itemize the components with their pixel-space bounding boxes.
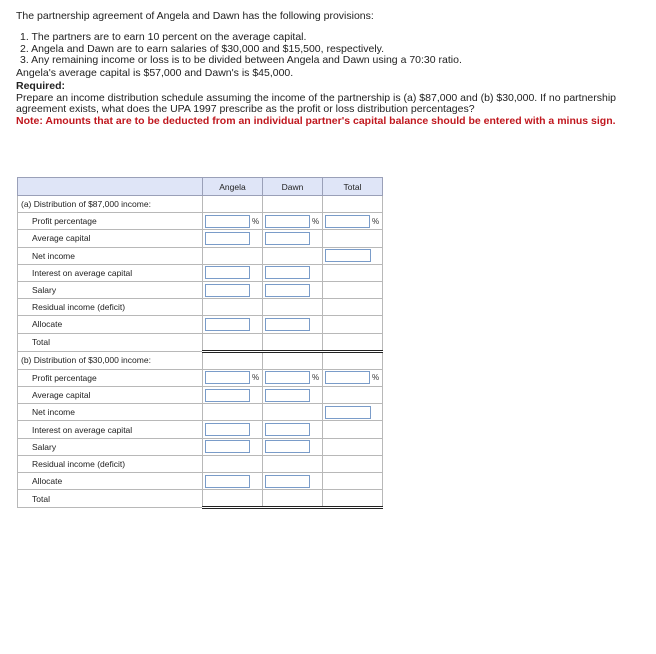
b-profit-percentage-row bbox=[18, 369, 383, 386]
b-total-net-income-input[interactable] bbox=[325, 406, 371, 419]
income-distribution-schedule bbox=[17, 177, 383, 509]
b-interest-label: Interest on average capital bbox=[18, 421, 203, 438]
b-residual-label: Residual income (deficit) bbox=[18, 455, 203, 472]
b-interest-row bbox=[18, 421, 383, 438]
percent-sign: % bbox=[312, 216, 320, 226]
a-salary-label: Salary bbox=[18, 281, 203, 298]
b-angela-allocate-input[interactable] bbox=[205, 475, 250, 488]
problem-statement bbox=[16, 10, 646, 127]
section-a-row bbox=[18, 196, 383, 213]
a-residual-label: Residual income (deficit) bbox=[18, 299, 203, 316]
b-angela-average-capital-input[interactable] bbox=[205, 389, 250, 402]
a-interest-row bbox=[18, 264, 383, 281]
percent-sign: % bbox=[252, 216, 260, 226]
a-dawn-allocate-input[interactable] bbox=[265, 318, 310, 331]
b-average-capital-label: Average capital bbox=[18, 387, 203, 404]
b-total-profit-percentage-input[interactable] bbox=[325, 371, 370, 384]
a-total-profit-percentage-input[interactable] bbox=[325, 215, 370, 228]
b-angela-total-cell bbox=[203, 490, 263, 508]
b-dawn-average-capital-input[interactable] bbox=[265, 389, 310, 402]
b-net-income-label: Net income bbox=[18, 404, 203, 421]
b-profit-percentage-label: Profit percentage bbox=[18, 369, 203, 386]
header-dawn: Dawn bbox=[263, 178, 323, 196]
provision-1: 1. The partners are to earn 10 percent on the average capital. bbox=[20, 31, 307, 43]
b-dawn-salary-input[interactable] bbox=[265, 440, 310, 453]
section-a-label: (a) Distribution of $87,000 income: bbox=[18, 196, 203, 213]
b-dawn-profit-percentage-input[interactable] bbox=[265, 371, 310, 384]
a-angela-salary-input[interactable] bbox=[205, 284, 250, 297]
section-b-label: (b) Distribution of $30,000 income: bbox=[18, 351, 203, 369]
provision-2: 2. Angela and Dawn are to earn salaries of $30,000 and $15,500, respectively. bbox=[20, 42, 385, 55]
percent-sign: % bbox=[372, 216, 380, 226]
capital-statement: Angela's average capital is $57,000 and Dawn's is $45,000. bbox=[16, 66, 294, 79]
header-angela: Angela bbox=[203, 178, 263, 196]
b-allocate-label: Allocate bbox=[18, 473, 203, 490]
a-angela-total-cell bbox=[203, 333, 263, 351]
required-text: Prepare an income distribution schedule assuming the income of the partnership is (a) $87,000 and (b) $30,000. If no partnership agreement exists, what does the UPA 1997 prescribe as the profit or loss distribution percentages? bbox=[16, 91, 617, 115]
b-salary-label: Salary bbox=[18, 438, 203, 455]
a-interest-label: Interest on average capital bbox=[18, 264, 203, 281]
a-dawn-profit-percentage-input[interactable] bbox=[265, 215, 310, 228]
a-average-capital-row bbox=[18, 230, 383, 247]
provisions-list bbox=[20, 32, 646, 67]
b-residual-row bbox=[18, 455, 383, 472]
section-b-row bbox=[18, 351, 383, 369]
a-total-total-cell bbox=[323, 333, 383, 351]
header-row bbox=[18, 178, 383, 196]
a-dawn-total-cell bbox=[263, 333, 323, 351]
provision-3: 3. Any remaining income or loss is to be divided between Angela and Dawn using a 70:30 ratio. bbox=[20, 54, 462, 66]
a-angela-allocate-input[interactable] bbox=[205, 318, 250, 331]
a-angela-interest-input[interactable] bbox=[205, 266, 250, 279]
b-dawn-interest-input[interactable] bbox=[265, 423, 310, 436]
a-profit-percentage-row bbox=[18, 213, 383, 230]
a-angela-average-capital-input[interactable] bbox=[205, 232, 250, 245]
required-note: Note: Amounts that are to be deducted from an individual partner's capital balance should be entered with a minus sign. bbox=[16, 114, 616, 127]
intro-lead: The partnership agreement of Angela and Dawn has the following provisions: bbox=[16, 10, 374, 22]
a-total-net-income-input[interactable] bbox=[325, 249, 371, 262]
b-total-row bbox=[18, 490, 383, 508]
a-dawn-average-capital-input[interactable] bbox=[265, 232, 310, 245]
required-title: Required: bbox=[16, 79, 66, 92]
a-total-row bbox=[18, 333, 383, 351]
a-allocate-row bbox=[18, 316, 383, 333]
a-average-capital-label: Average capital bbox=[18, 230, 203, 247]
a-allocate-label: Allocate bbox=[18, 316, 203, 333]
b-total-total-cell bbox=[323, 490, 383, 508]
b-salary-row bbox=[18, 438, 383, 455]
b-allocate-row bbox=[18, 473, 383, 490]
b-angela-salary-input[interactable] bbox=[205, 440, 250, 453]
a-angela-profit-percentage-input[interactable] bbox=[205, 215, 250, 228]
b-total-label: Total bbox=[18, 490, 203, 508]
a-salary-row bbox=[18, 281, 383, 298]
percent-sign: % bbox=[372, 373, 380, 383]
b-net-income-row bbox=[18, 404, 383, 421]
a-dawn-salary-input[interactable] bbox=[265, 284, 310, 297]
a-residual-row bbox=[18, 299, 383, 316]
percent-sign: % bbox=[312, 373, 320, 383]
a-net-income-row bbox=[18, 247, 383, 264]
a-dawn-interest-input[interactable] bbox=[265, 266, 310, 279]
header-blank bbox=[18, 178, 203, 196]
b-dawn-total-cell bbox=[263, 490, 323, 508]
a-total-label: Total bbox=[18, 333, 203, 351]
header-total: Total bbox=[323, 178, 383, 196]
a-net-income-label: Net income bbox=[18, 247, 203, 264]
percent-sign: % bbox=[252, 373, 260, 383]
b-dawn-allocate-input[interactable] bbox=[265, 475, 310, 488]
b-angela-interest-input[interactable] bbox=[205, 423, 250, 436]
b-angela-profit-percentage-input[interactable] bbox=[205, 371, 250, 384]
b-average-capital-row bbox=[18, 387, 383, 404]
a-profit-percentage-label: Profit percentage bbox=[18, 213, 203, 230]
